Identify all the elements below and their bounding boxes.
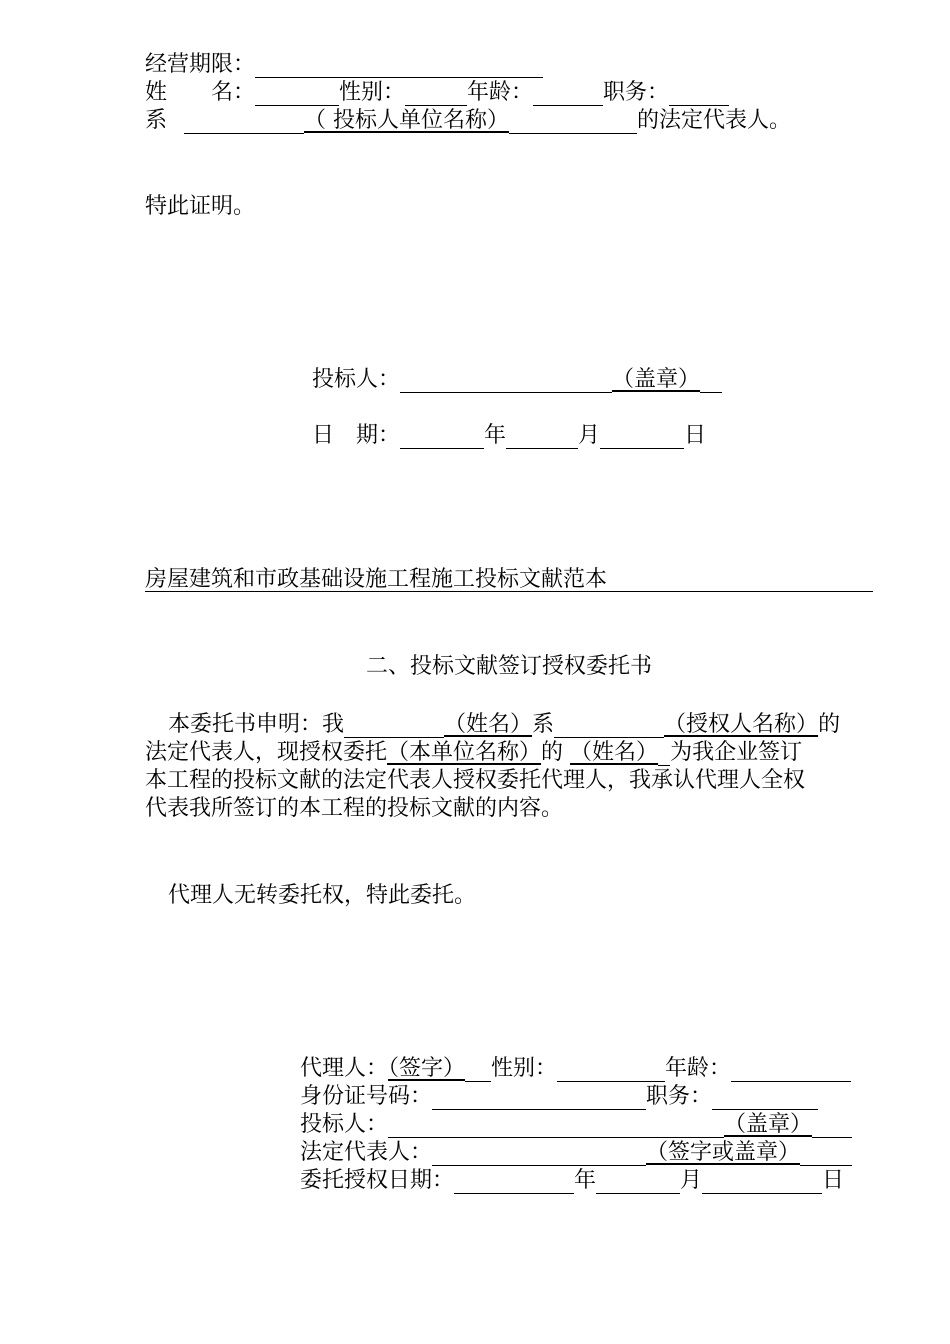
sig-id-label: 身份证号码：: [300, 1084, 433, 1109]
sig-agent-tail: [465, 1059, 491, 1082]
person-info-line: [145, 80, 729, 106]
auth-de: 的: [818, 712, 841, 737]
sig-day-blank[interactable]: [702, 1171, 822, 1194]
gender-blank[interactable]: [405, 83, 467, 106]
auth-name-placeholder: （姓名）: [444, 712, 533, 737]
certificate-closing: 特此证明。: [145, 194, 256, 219]
header-rule: [145, 591, 873, 592]
sig-year: 年: [574, 1168, 597, 1193]
year-blank[interactable]: [400, 426, 484, 449]
month-blank[interactable]: [506, 426, 578, 449]
sig-position-blank[interactable]: [712, 1087, 818, 1110]
auth-unit-placeholder: （本单位名称）: [387, 740, 542, 765]
running-header: [145, 567, 607, 593]
sig-date-line: [300, 1168, 844, 1194]
gender-label: 性别：: [339, 80, 406, 105]
auth-name-blank[interactable]: [344, 715, 444, 738]
auth-p2-name-tail: [658, 743, 670, 766]
rep-suffix: 的法定代表人。: [637, 108, 792, 133]
term-line: [145, 52, 543, 78]
seal-tail-blank: [700, 370, 722, 393]
sig-position-label: 职务：: [646, 1084, 713, 1109]
auth-p2-a: 法定代表人，现授权委托: [145, 740, 388, 765]
auth-line-2: [145, 740, 802, 766]
auth-line-1: [168, 712, 840, 738]
sig-age-blank[interactable]: [731, 1059, 851, 1082]
sig-legal-rep-line: [300, 1140, 852, 1166]
auth-p2-name-placeholder: （姓名）: [570, 740, 659, 765]
sig-day: 日: [822, 1168, 845, 1193]
auth-of: 系: [532, 712, 555, 737]
month-label: 月: [578, 423, 601, 448]
sig-bidder-line: [300, 1112, 852, 1138]
auth-line-3: 本工程的投标文献的法定代表人授权委托代理人，我承认代理人全权: [145, 768, 806, 793]
sig-legal-rep-blank[interactable]: [432, 1143, 646, 1166]
sig-gender-label: 性别：: [491, 1056, 558, 1081]
running-header-text: 房屋建筑和市政基础设施工程施工投标文献范本: [145, 567, 608, 592]
auth-line-4: 代表我所签订的本工程的投标文献的内容。: [145, 796, 564, 821]
sig-agent-sign: （签字）: [388, 1056, 466, 1081]
section-title: 二、投标文献签订授权委托书: [365, 654, 652, 679]
of-label: 系: [145, 108, 168, 133]
sig-id-blank[interactable]: [432, 1087, 646, 1110]
sig-bidder-seal: （盖章）: [724, 1112, 813, 1137]
age-blank[interactable]: [533, 83, 603, 106]
sig-agent-label: 代理人：: [300, 1056, 389, 1081]
position-blank[interactable]: [669, 83, 729, 106]
name-label: 姓 名：: [145, 80, 256, 105]
auth-authorizer-placeholder: （授权人名称）: [664, 712, 819, 737]
sig-sign-or-seal: （签字或盖章）: [646, 1140, 801, 1165]
seal-note: （盖章）: [612, 367, 701, 392]
bidder-blank[interactable]: [400, 370, 612, 393]
auth-authorizer-blank[interactable]: [554, 715, 664, 738]
sig-bidder-blank[interactable]: [388, 1115, 724, 1138]
sig-date-label: 委托授权日期：: [300, 1168, 455, 1193]
sig-age-label: 年龄：: [665, 1056, 732, 1081]
date-line: [312, 423, 706, 449]
company-blank-left[interactable]: [184, 111, 304, 134]
company-blank-right[interactable]: [509, 111, 637, 134]
sig-bidder-tail: [812, 1115, 852, 1138]
sig-year-blank[interactable]: [454, 1171, 574, 1194]
term-label: 经营期限：: [145, 52, 256, 77]
sig-id-line: [300, 1084, 818, 1110]
company-placeholder: （ 投标人单位名称）: [304, 108, 510, 133]
auth-p2-b: 为我企业签订: [670, 740, 803, 765]
sig-bidder-label: 投标人：: [300, 1112, 389, 1137]
auth-p1-a: 本委托书申明：我: [168, 712, 345, 737]
year-label: 年: [484, 423, 507, 448]
sig-gender-blank[interactable]: [557, 1059, 665, 1082]
bidder-label: 投标人：: [312, 367, 401, 392]
day-blank[interactable]: [600, 426, 684, 449]
bidder-seal-line: [312, 367, 722, 393]
day-label: 日: [684, 423, 707, 448]
auth-p2-de: 的: [541, 740, 564, 765]
name-blank[interactable]: [255, 83, 339, 106]
auth-line-5: 代理人无转委托权，特此委托。: [168, 883, 477, 908]
position-label: 职务：: [603, 80, 670, 105]
sig-legal-rep-label: 法定代表人：: [300, 1140, 433, 1165]
sig-legal-rep-tail: [800, 1143, 852, 1166]
sig-month: 月: [680, 1168, 703, 1193]
company-line: [145, 108, 791, 134]
term-blank[interactable]: [255, 55, 543, 78]
sig-agent-line: [300, 1056, 851, 1082]
age-label: 年龄：: [467, 80, 534, 105]
sig-month-blank[interactable]: [596, 1171, 680, 1194]
date-label: 日 期：: [312, 423, 401, 448]
